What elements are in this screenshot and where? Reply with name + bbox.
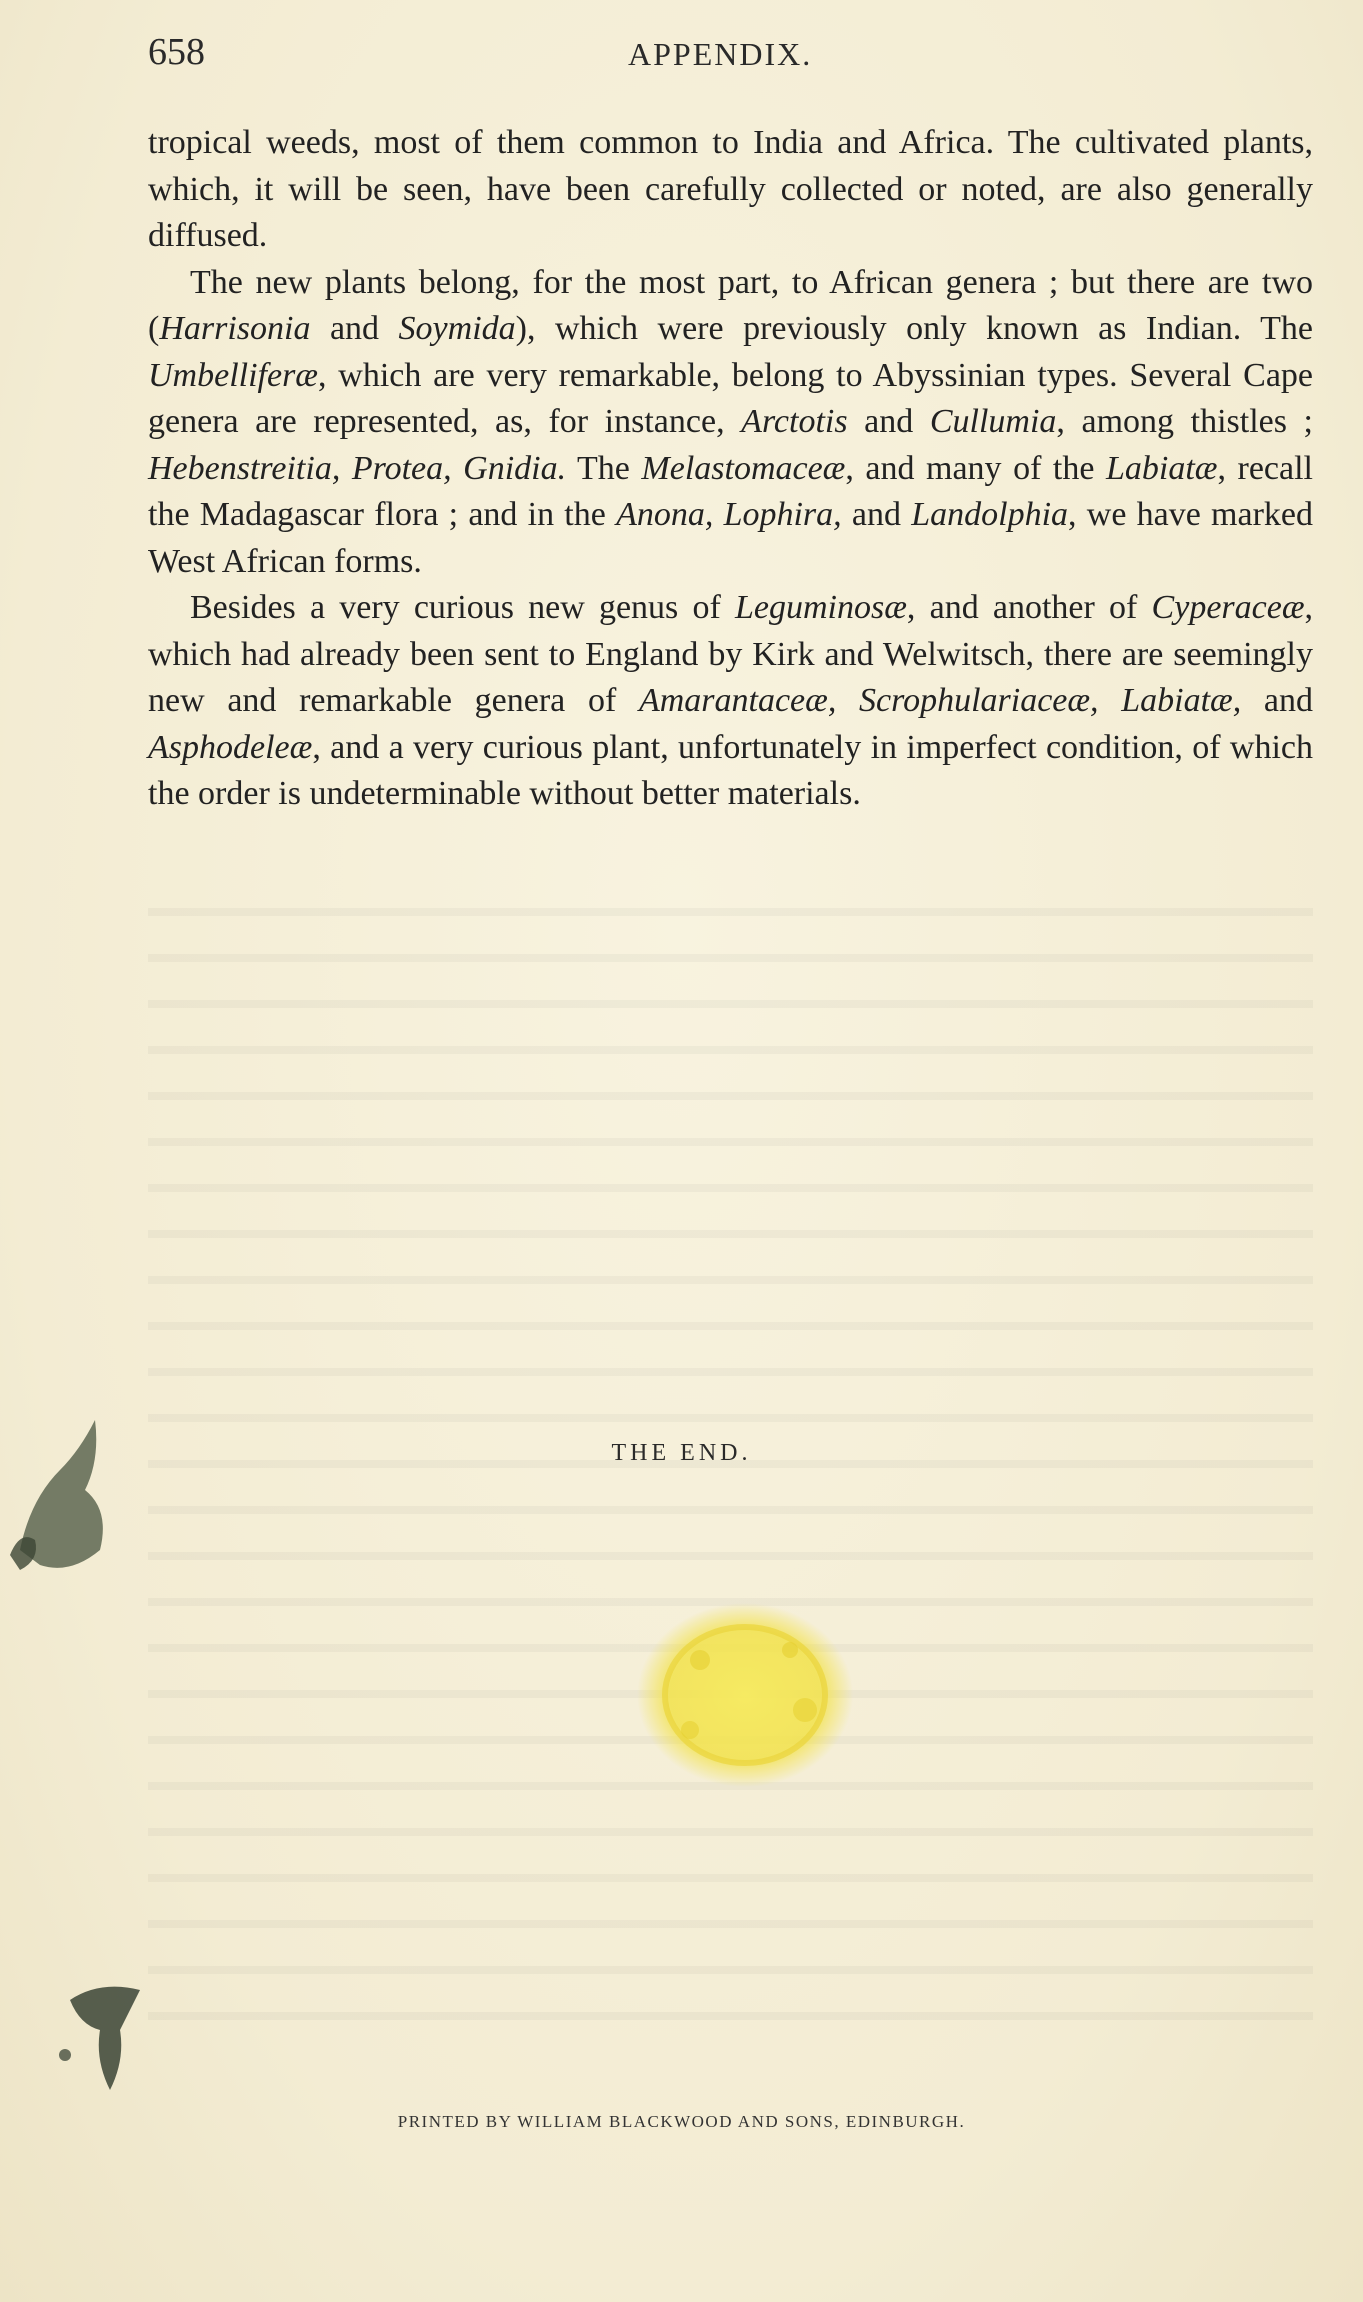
text-run: tropical weeds, most of them common to India and Africa. The cultivated plants, which, it will be seen, have been carefully collected or noted, are also generally diffused. [148,124,1313,254]
italic-run: Cullumia [929,403,1057,440]
italic-run: Melastomaceæ [641,449,846,487]
text-run: , which are very remarkable, belong to Abyssinian types. Several Cape genera are represented, as, for instance, [148,356,1313,440]
text-run: and [1241,682,1313,719]
library-stamp-icon [630,1590,860,1790]
italic-run: Hebenstreitia, Protea, Gnidia. [148,449,567,487]
text-run: The new plants belong, for the most part, to African genera ; but there are two ( [148,263,1313,347]
ink-blot-icon [0,1400,130,1580]
text-run: ), which were previously only known as Indian. The [515,310,1314,347]
text-run: and [841,496,912,533]
text-run: , and a very curious plant, unfortunately in imperfect condition, of which the order is undeterminable without better materials. [148,728,1313,812]
running-head: APPENDIX. [628,36,813,72]
show-through-text [148,900,1313,2050]
paragraph-3 [148,585,1313,818]
text-run: The [566,449,642,487]
italic-run: Arctotis [741,403,848,440]
italic-run: Anona, Lophira, [616,496,842,533]
printer-imprint: PRINTED BY WILLIAM BLACKWOOD AND SONS, EDINBURGH. [397,2112,966,2131]
page-number: 658 [148,31,205,73]
text-run: and [847,403,930,440]
text-run: , recall the Madagascar flora ; and in the [148,449,1313,533]
paragraph-1 [148,120,1313,260]
italic-run: Soymida [398,310,516,347]
italic-run: Umbelliferæ [148,356,318,394]
italic-run: Harrisonia [159,310,311,347]
ink-blot-icon [50,1970,160,2100]
body-text [148,120,1313,818]
the-end: THE END. [611,1440,752,1466]
text-run: , which had already been sent to England by Kirk and Welwitsch, there are seemingly new and remarkable genera of [148,589,1313,719]
page-header [148,30,1313,80]
italic-run: Labiatæ [1105,449,1218,487]
italic-run: Amarantaceæ, Scrophulariaceæ, Labiatæ, [638,682,1242,719]
italic-run: Leguminosæ [735,589,907,626]
paragraph-2 [148,260,1313,586]
italic-run: Asphodeleæ [148,728,313,766]
text-run: , among thistles ; [1056,403,1313,440]
text-run: , we have marked West African forms. [148,496,1314,580]
text-run: Besides a very curious new genus of [190,589,735,626]
text-run: , and many of the [845,449,1106,487]
italic-run: Cyperaceæ [1151,589,1305,626]
text-run: and [310,310,399,347]
text-run: , and another of [906,589,1152,626]
italic-run: Landolphia [911,496,1069,533]
